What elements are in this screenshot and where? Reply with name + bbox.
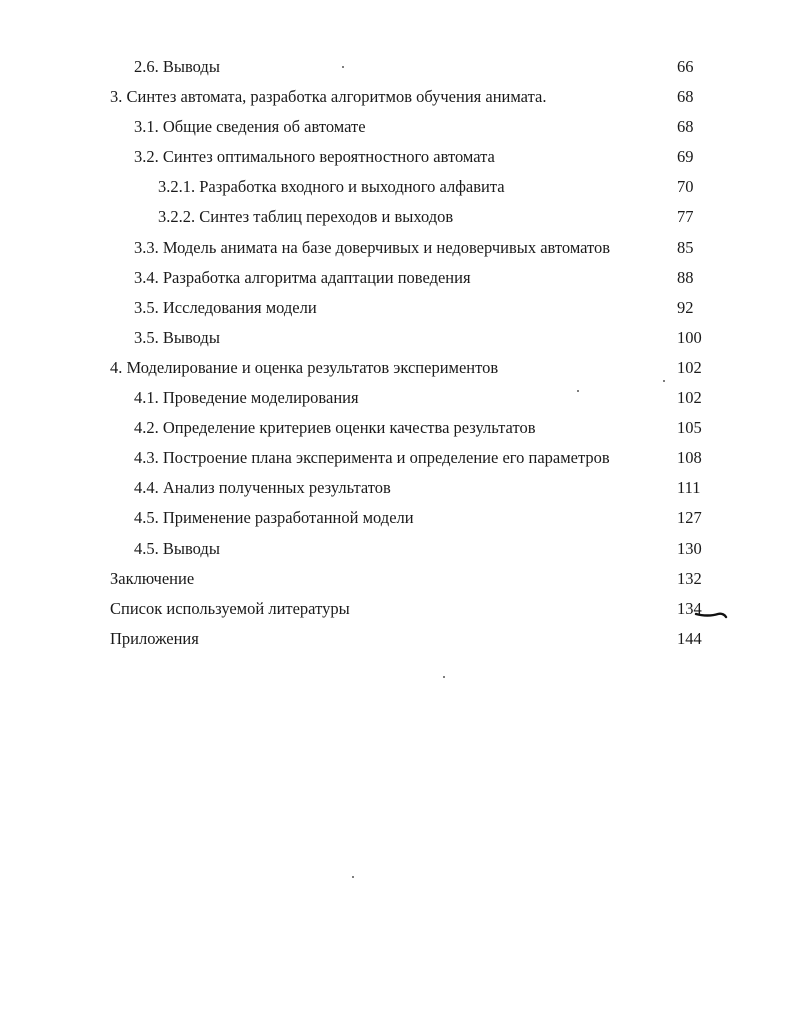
toc-entry-page: 66	[677, 57, 694, 76]
toc-entry-title: 3.5. Исследования модели	[134, 297, 317, 317]
toc-entry-page: 70	[677, 177, 694, 197]
toc-entry	[0, 202, 799, 232]
toc-entry-page: 92	[677, 297, 694, 317]
toc-entry	[0, 82, 799, 112]
toc-entry	[0, 52, 799, 82]
toc-entry	[0, 534, 799, 564]
toc-entry	[0, 413, 799, 443]
toc-entry-title: Список используемой литературы	[110, 598, 350, 618]
toc-entry-title: 3. Синтез автомата, разработка алгоритмов обучения анимата.	[110, 87, 547, 107]
toc-entry-page: 111	[677, 478, 701, 498]
toc-entry-page: 105	[677, 418, 702, 438]
scan-speck	[577, 390, 579, 392]
toc-entry-page: 77	[677, 207, 694, 227]
toc-entry	[0, 353, 799, 383]
toc-entry-title: Заключение	[110, 568, 195, 588]
toc-entry	[0, 293, 799, 323]
toc-entry-page: 68	[677, 87, 694, 107]
toc-entry	[0, 473, 799, 503]
toc-entry	[0, 233, 799, 263]
toc-entry-title: 4.2. Определение критериев оценки качества результатов	[134, 418, 536, 438]
toc-entry-title: 3.3. Модель анимата на базе доверчивых и недоверчивых автоматов	[134, 237, 611, 257]
toc-entry-title: 4.5. Выводы	[134, 538, 220, 558]
toc-entry-title: 2.6. Выводы	[134, 57, 220, 76]
toc-entry-title: 3.2.1. Разработка входного и выходного алфавита	[158, 177, 505, 197]
toc-entry-title: Приложения	[110, 628, 199, 648]
toc-entry	[0, 142, 799, 172]
toc-entry-page: 132	[677, 568, 702, 588]
toc-entry-page: 127	[677, 508, 702, 528]
toc-entry-page: 68	[677, 117, 694, 137]
toc-entry-title: 4.5. Применение разработанной модели	[134, 508, 414, 528]
toc-entry-page: 130	[677, 538, 702, 558]
toc-entry	[0, 503, 799, 533]
toc-entry-title: 4.3. Построение плана эксперимента и определение его параметров	[134, 448, 610, 468]
toc-entry	[0, 263, 799, 293]
toc-entry-page: 144	[677, 628, 702, 648]
toc-entry	[0, 112, 799, 142]
pen-stroke-mark	[694, 604, 728, 620]
toc-entry	[0, 323, 799, 353]
scan-speck	[352, 876, 354, 878]
toc-entry	[0, 594, 799, 624]
toc-entry	[0, 383, 799, 413]
toc-entry-title: 3.2. Синтез оптимального вероятностного автомата	[134, 147, 495, 167]
toc-entry-title: 4.1. Проведение моделирования	[134, 388, 359, 408]
toc-entry	[0, 624, 799, 654]
table-of-contents	[0, 52, 799, 654]
toc-entry-title: 3.2.2. Синтез таблиц переходов и выходов	[158, 207, 454, 227]
toc-entry	[0, 564, 799, 594]
toc-entry	[0, 172, 799, 202]
scan-speck	[663, 380, 665, 382]
toc-entry-page: 102	[677, 388, 702, 408]
scan-speck	[443, 676, 445, 678]
toc-entry-title: 4.4. Анализ полученных результатов	[134, 478, 391, 498]
toc-entry-page: 134	[677, 598, 702, 618]
toc-entry-title: 3.5. Выводы	[134, 327, 220, 347]
toc-entry-page: 100	[677, 327, 702, 347]
toc-entry-page: 88	[677, 267, 694, 287]
toc-entry-page: 102	[677, 357, 702, 377]
toc-entry-page: 108	[677, 448, 702, 468]
scan-speck	[342, 66, 344, 68]
toc-entry-title: 3.4. Разработка алгоритма адаптации поведения	[134, 267, 471, 287]
toc-entry-title: 4. Моделирование и оценка результатов экспериментов	[110, 357, 499, 377]
toc-entry-title: 3.1. Общие сведения об автомате	[134, 117, 366, 137]
toc-entry-page: 69	[677, 147, 694, 167]
toc-entry	[0, 443, 799, 473]
toc-entry-page: 85	[677, 237, 694, 257]
